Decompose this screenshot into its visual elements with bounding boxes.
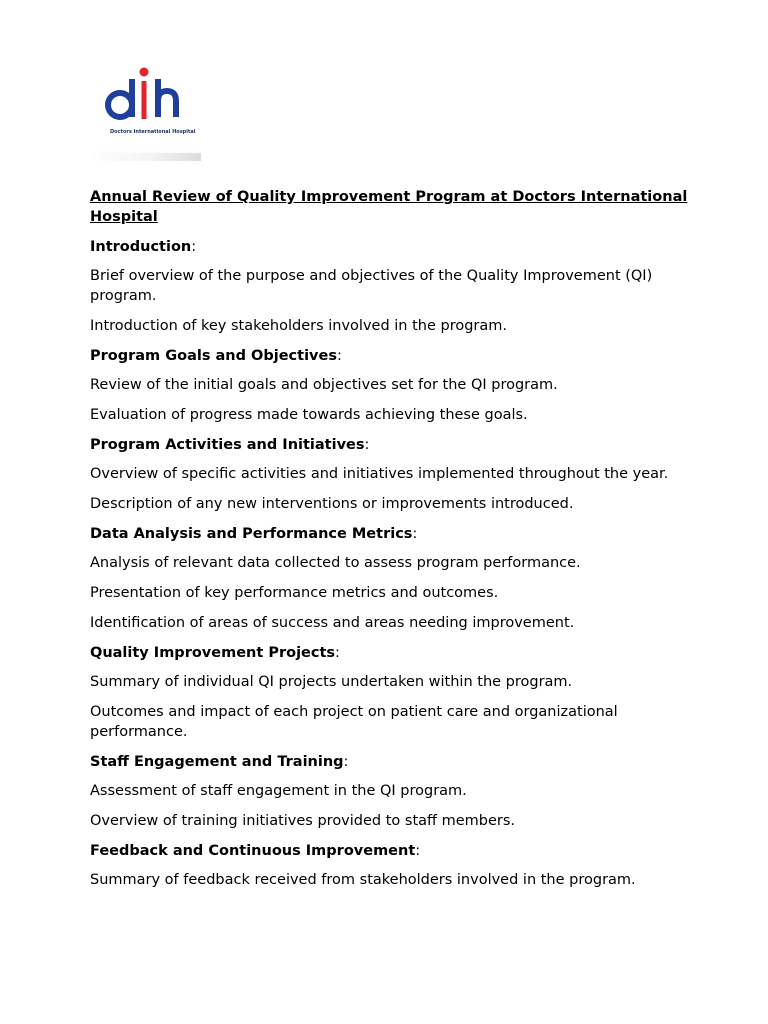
section-heading: Staff Engagement and Training: <box>90 754 349 770</box>
section-paragraph: Identification of areas of success and areas needing improvement. <box>90 615 575 631</box>
section-paragraph: Presentation of key performance metrics and outcomes. <box>90 585 499 601</box>
section-paragraph: Overview of training initiatives provided to staff members. <box>90 813 516 829</box>
section-heading: Data Analysis and Performance Metrics: <box>90 526 418 542</box>
logo-fade <box>90 153 201 161</box>
section-heading: Program Goals and Objectives: <box>90 348 342 364</box>
section-paragraph: Analysis of relevant data collected to assess program performance. <box>90 555 581 571</box>
hospital-logo <box>90 55 201 161</box>
section-heading-text: Staff Engagement and Training <box>90 754 344 770</box>
document-title: Annual Review of Quality Improvement Program at Doctors International Hospital <box>90 189 688 225</box>
section-heading: Feedback and Continuous Improvement: <box>90 843 421 859</box>
section-paragraph: Review of the initial goals and objectives set for the QI program. <box>90 377 558 393</box>
section-paragraph: Introduction of key stakeholders involved in the program. <box>90 318 508 334</box>
dih-logo-icon <box>104 65 188 129</box>
section-heading-text: Feedback and Continuous Improvement <box>90 843 416 859</box>
section-paragraph: Evaluation of progress made towards achieving these goals. <box>90 407 528 423</box>
section-heading-text: Introduction <box>90 239 192 255</box>
section-heading: Quality Improvement Projects: <box>90 645 340 661</box>
sections-container <box>90 237 690 890</box>
section-heading-text: Quality Improvement Projects <box>90 645 336 661</box>
section-heading: Introduction: <box>90 239 197 255</box>
section-paragraph: Description of any new interventions or improvements introduced. <box>90 496 574 512</box>
logo-caption: Doctors International Hospital <box>110 129 196 135</box>
section-paragraph: Overview of specific activities and initiatives implemented throughout the year. <box>90 466 669 482</box>
section-heading: Program Activities and Initiatives: <box>90 437 370 453</box>
document-body <box>90 187 690 900</box>
section-paragraph: Brief overview of the purpose and objectives of the Quality Improvement (QI) program. <box>90 268 653 304</box>
section-heading-text: Data Analysis and Performance Metrics <box>90 526 413 542</box>
section-paragraph: Summary of feedback received from stakeholders involved in the program. <box>90 872 636 888</box>
section-heading-text: Program Activities and Initiatives <box>90 437 365 453</box>
section-heading-text: Program Goals and Objectives <box>90 348 337 364</box>
section-paragraph: Summary of individual QI projects undertaken within the program. <box>90 674 573 690</box>
section-paragraph: Assessment of staff engagement in the QI program. <box>90 783 467 799</box>
section-paragraph: Outcomes and impact of each project on patient care and organizational performance. <box>90 704 618 740</box>
